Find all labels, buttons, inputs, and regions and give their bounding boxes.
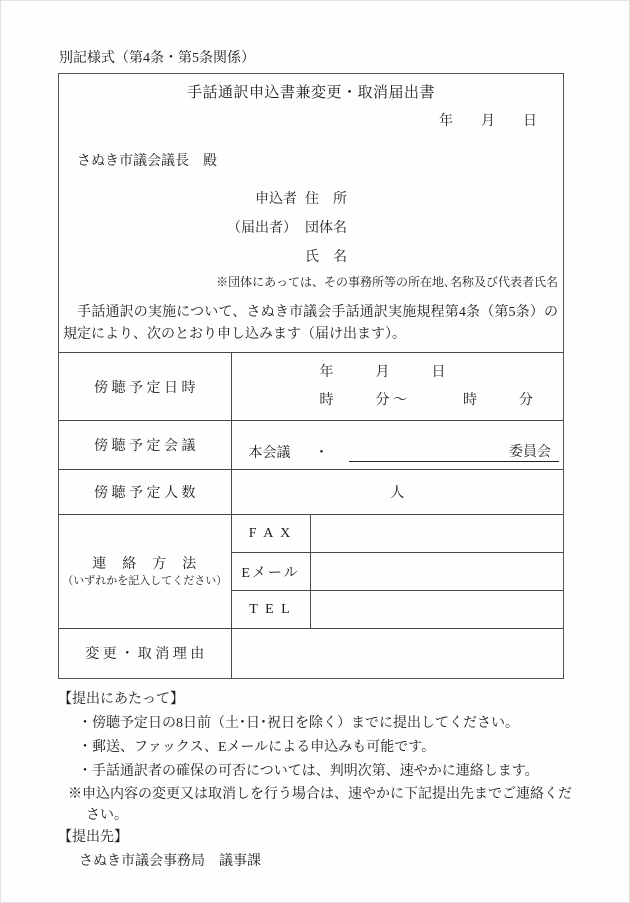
tel-label: T E L xyxy=(231,591,310,629)
change-reason-value-cell xyxy=(231,629,563,678)
organization-field-label: 団体名 xyxy=(305,221,347,236)
row-contact-fax xyxy=(59,515,563,553)
name-field-label: 氏 名 xyxy=(305,250,347,265)
contact-method-label xyxy=(59,515,231,629)
note-interpreter: ・手話通訳者の確保の可否については、判明次第、速やかに連絡します。 xyxy=(78,763,539,779)
applicant-address-row xyxy=(59,185,563,214)
people-count-value-cell: 人 xyxy=(231,470,563,515)
datetime-value-cell xyxy=(231,353,563,421)
applicant-organization-row xyxy=(59,214,563,243)
fax-value-cell xyxy=(310,515,563,553)
organization-note: ※団体にあっては、その事務所等の所在地､名称及び代表者氏名 xyxy=(216,275,558,289)
applicant-role-label: 申込者 xyxy=(255,192,297,207)
datetime-label: 傍 聴 予 定 日 時 xyxy=(59,353,231,421)
destination-heading: 【提出先】 xyxy=(58,829,128,845)
email-value-cell xyxy=(310,553,563,591)
plenary-option-label: 本会議 xyxy=(248,446,291,461)
row-people-count xyxy=(59,470,563,515)
contact-method-title: 連 絡 方 法 xyxy=(92,556,198,572)
submission-notes-heading: 【提出にあたって】 xyxy=(58,691,184,707)
time-units-line: 時 分 ～ 時 分 xyxy=(319,392,533,408)
committee-name-blank xyxy=(349,444,560,462)
row-datetime xyxy=(59,353,563,421)
people-count-label: 傍 聴 予 定 人 数 xyxy=(59,470,231,515)
applicant-name-row xyxy=(59,243,563,272)
fax-label: F A X xyxy=(231,515,310,553)
body-paragraph: 手話通訳の実施について、さぬき市議会手話通訳実施規程第4条（第5条）の規定により、次のとおり申し込みます（届け出ます）。 xyxy=(63,305,558,342)
contact-method-note: （いずれかを記入してください） xyxy=(62,574,228,587)
meeting-value-cell xyxy=(231,421,563,470)
empty-role-spacer xyxy=(59,243,297,272)
application-form-box xyxy=(58,73,564,679)
change-reason-label: 変 更 ・ 取 消 理 由 xyxy=(59,629,231,678)
meeting-options xyxy=(232,442,564,469)
option-separator-dot: ・ xyxy=(314,446,329,461)
applicant-block xyxy=(59,185,563,272)
email-label: Eメール xyxy=(231,553,310,591)
notifier-role-label: （届出者） xyxy=(227,221,297,236)
date-units-line: 年 月 日 xyxy=(319,364,446,380)
note-deadline: ・傍聴予定日の8日前（土･日･祝日を除く）までに提出してください。 xyxy=(78,715,519,731)
note-methods: ・郵送、ファックス、Eメールによる申込みも可能です。 xyxy=(78,739,436,755)
addressee-line: さぬき市議会議長 殿 xyxy=(77,154,217,169)
note-change-contact: ※申込内容の変更又は取消しを行う場合は、速やかに下記提出先までご連絡ください。 xyxy=(68,786,572,823)
submission-date-line: 年 月 日 xyxy=(439,114,537,129)
form-title: 手話通訳申込書兼変更・取消届出書 xyxy=(186,85,435,101)
footer-notes xyxy=(58,688,578,874)
form-table xyxy=(59,352,563,678)
tel-value-cell xyxy=(310,591,563,629)
form-style-label: 別記様式（第4条・第5条関係） xyxy=(59,51,255,66)
row-meeting xyxy=(59,421,563,470)
committee-suffix-label: 委員会 xyxy=(509,445,551,460)
address-field-label: 住 所 xyxy=(305,192,347,207)
row-change-reason xyxy=(59,629,563,678)
meeting-label: 傍 聴 予 定 会 議 xyxy=(59,421,231,470)
destination-office: さぬき市議会事務局 議事課 xyxy=(79,853,261,869)
